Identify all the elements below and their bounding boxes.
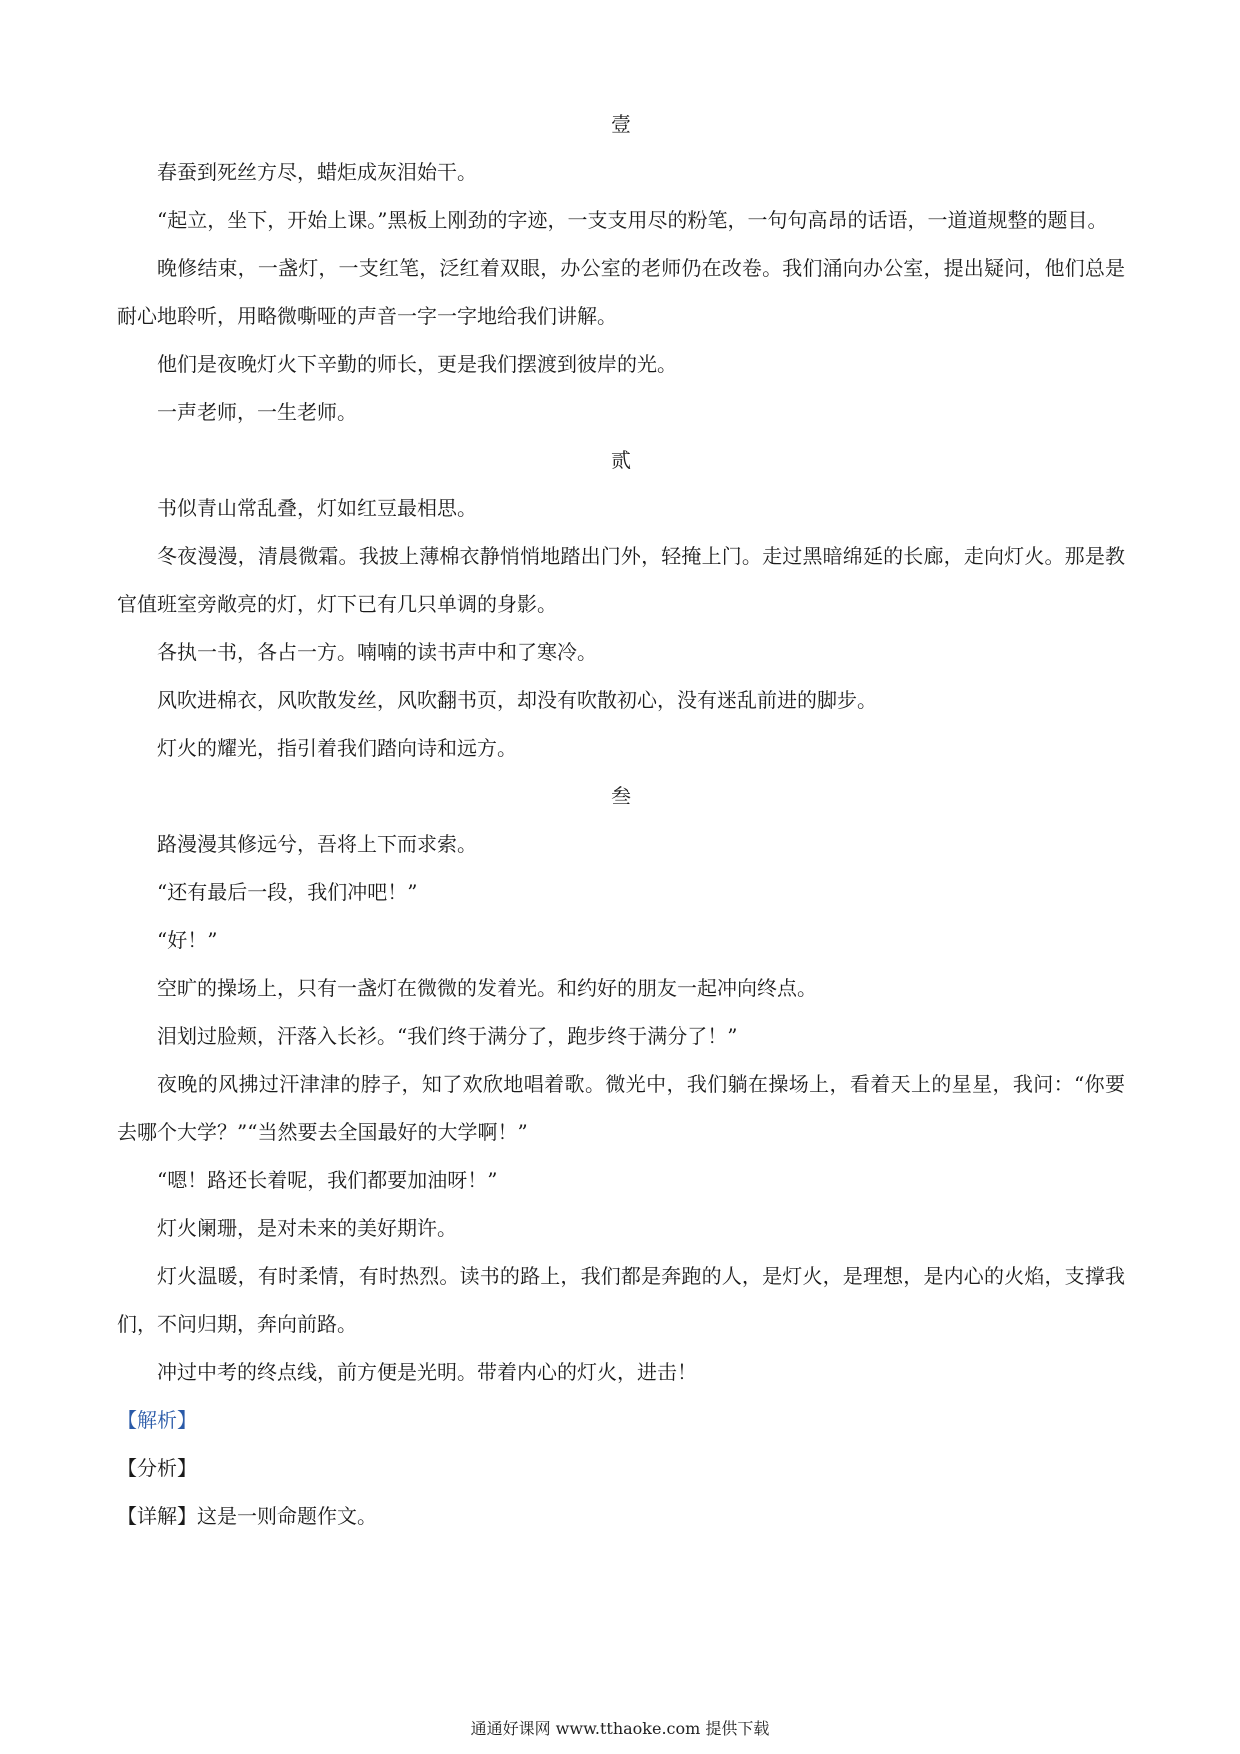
paragraph: 灯火的耀光，指引着我们踏向诗和远方。 bbox=[157, 736, 517, 760]
paragraph: 冬夜漫漫，清晨微霜。我披上薄棉衣静悄悄地踏出门外，轻掩上门。走过黑暗绵延的长廊，走向灯火。那是教官值班室旁敞亮的灯，灯下已有几只单调的身影。 bbox=[117, 544, 1125, 616]
paragraph: 空旷的操场上，只有一盏灯在微微的发着光。和约好的朋友一起冲向终点。 bbox=[157, 976, 817, 1000]
paragraph: 风吹进棉衣，风吹散发丝，风吹翻书页，却没有吹散初心，没有迷乱前进的脚步。 bbox=[157, 688, 877, 712]
paragraph: 冲过中考的终点线，前方便是光明。带着内心的灯火，进击！ bbox=[157, 1360, 697, 1384]
analysis-label: 【解析】 bbox=[117, 1408, 197, 1432]
paragraph: “起立，坐下，开始上课。”黑板上刚劲的字迹，一支支用尽的粉笔，一句句高昂的话语，一道道规整的题目。 bbox=[157, 208, 1108, 232]
paragraph: 书似青山常乱叠，灯如红豆最相思。 bbox=[157, 496, 477, 520]
analysis-section-label: 【分析】 bbox=[117, 1456, 197, 1480]
paragraph: 春蚕到死丝方尽，蜡炬成灰泪始干。 bbox=[157, 160, 477, 184]
paragraph: 灯火阑珊，是对未来的美好期许。 bbox=[157, 1216, 457, 1240]
section-heading-2: 贰 bbox=[611, 448, 631, 472]
paragraph: 泪划过脸颊，汗落入长衫。“我们终于满分了，跑步终于满分了！” bbox=[157, 1024, 738, 1048]
page-footer: 通通好课网 www.tthaoke.com 提供下载 bbox=[470, 1719, 770, 1738]
paragraph: 夜晚的风拂过汗津津的脖子，知了欢欣地唱着歌。微光中，我们躺在操场上，看着天上的星星，我问：“你要去哪个大学？”“当然要去全国最好的大学啊！” bbox=[117, 1072, 1125, 1144]
paragraph: 路漫漫其修远兮，吾将上下而求索。 bbox=[157, 832, 477, 856]
paragraph: 他们是夜晚灯火下辛勤的师长，更是我们摆渡到彼岸的光。 bbox=[157, 352, 677, 376]
paragraph: 灯火温暖，有时柔情，有时热烈。读书的路上，我们都是奔跑的人，是灯火，是理想，是内心的火焰，支撑我们，不问归期，奔向前路。 bbox=[117, 1264, 1125, 1336]
detail-explanation: 【详解】这是一则命题作文。 bbox=[117, 1504, 377, 1528]
paragraph: 一声老师，一生老师。 bbox=[157, 400, 357, 424]
paragraph: 晚修结束，一盏灯，一支红笔，泛红着双眼，办公室的老师仍在改卷。我们涌向办公室，提出疑问，他们总是耐心地聆听，用略微嘶哑的声音一字一字地给我们讲解。 bbox=[117, 256, 1125, 328]
paragraph: “嗯！路还长着呢，我们都要加油呀！” bbox=[157, 1168, 498, 1192]
section-heading-1: 壹 bbox=[611, 112, 631, 136]
paragraph: “还有最后一段，我们冲吧！” bbox=[157, 880, 418, 904]
essay-body bbox=[117, 100, 1125, 1540]
paragraph: 各执一书，各占一方。喃喃的读书声中和了寒冷。 bbox=[157, 640, 597, 664]
paragraph: “好！” bbox=[157, 928, 218, 952]
section-heading-3: 叁 bbox=[611, 784, 631, 808]
